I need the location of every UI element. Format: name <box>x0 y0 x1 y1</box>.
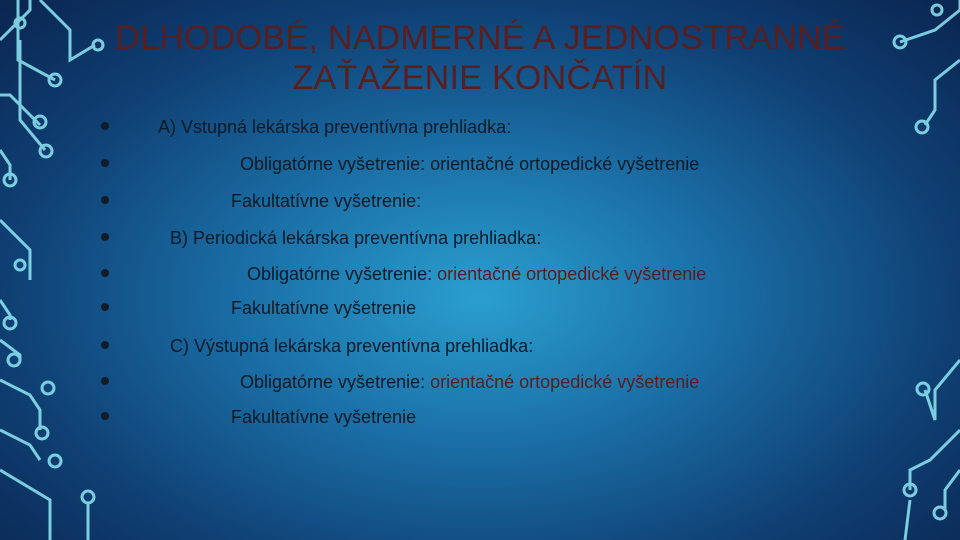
list-item-text: C) Výstupná lekárska preventívna prehliadka: <box>170 336 534 356</box>
title-line-1: DLHODOBÉ, NADMERNÉ A JEDNOSTRANNÉ <box>115 19 845 57</box>
list-item-text: Obligatórne vyšetrenie: orientačné ortopedické vyšetrenie <box>240 154 700 174</box>
list-item <box>0 371 960 399</box>
list-item <box>0 227 960 255</box>
bullet-icon <box>101 122 109 130</box>
list-item <box>0 406 960 434</box>
list-item-text: Fakultatívne vyšetrenie <box>231 298 417 318</box>
bullet-icon <box>101 412 109 420</box>
bullet-icon <box>101 303 109 311</box>
slide-title <box>100 18 860 98</box>
list-item <box>0 190 960 218</box>
list-item-text: A) Vstupná lekárska preventívna prehliadka: <box>158 117 512 137</box>
list-item <box>0 153 960 181</box>
list-item <box>0 263 960 291</box>
list-item-text: Obligatórne vyšetrenie: orientačné ortopedické vyšetrenie <box>240 372 700 392</box>
list-item-text: B) Periodická lekárska preventívna prehliadka: <box>170 228 542 248</box>
bullet-icon <box>101 269 109 277</box>
list-item <box>0 335 960 363</box>
bullet-icon <box>101 233 109 241</box>
title-line-2: ZAŤAŽENIE KONČATÍN <box>292 59 668 97</box>
list-item-text: Fakultatívne vyšetrenie: <box>231 191 422 211</box>
list-item-text: Obligatórne vyšetrenie: orientačné ortopedické vyšetrenie <box>247 264 707 284</box>
bullet-icon <box>101 159 109 167</box>
list-item <box>0 116 960 144</box>
bullet-icon <box>101 341 109 349</box>
bullet-icon <box>101 377 109 385</box>
bullet-icon <box>101 196 109 204</box>
list-item-text: Fakultatívne vyšetrenie <box>231 407 417 427</box>
list-item <box>0 297 960 325</box>
